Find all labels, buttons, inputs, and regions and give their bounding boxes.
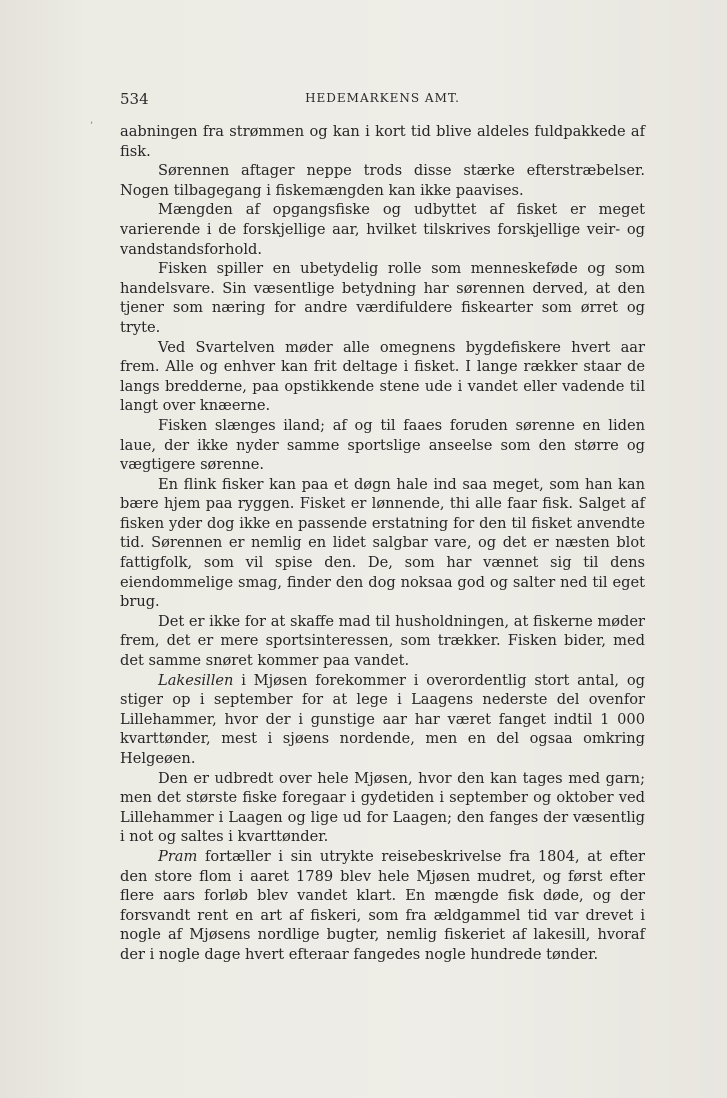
page-number: 534 xyxy=(120,90,149,108)
body-text xyxy=(120,122,645,965)
paragraph xyxy=(120,847,645,965)
paragraph xyxy=(120,671,645,769)
italic-term: Lakesillen xyxy=(158,671,234,689)
paragraph: Fisken slænges iland; af og til faaes foruden sørenne en liden laue, der ikke nyder samme sportslige anseelse som den større og vægtigere sørenne. xyxy=(120,416,645,474)
paragraph: aabningen fra strømmen og kan i kort tid blive aldeles fuldpakkede af fisk. xyxy=(120,123,645,160)
italic-term: Pram xyxy=(158,847,198,865)
page-header xyxy=(120,90,645,110)
running-head: HEDEMARKENS AMT. xyxy=(305,91,460,105)
paragraph: Det er ikke for at skaffe mad til husholdningen, at fiskerne møder frem, det er mere sportsinteressen, som trækker. Fisken bider, med det samme snøret kommer paa vandet. xyxy=(120,612,645,670)
paragraph: Mængden af opgangsfiske og udbyttet af fisket er meget varierende i de forskjellige aar, hvilket tilskrives forskjellige veir- og vandstandsforhold. xyxy=(120,201,645,258)
paragraph: Den er udbredt over hele Mjøsen, hvor den kan tages med garn; men det største fiske foregaar i gydetiden i september og oktober ved Lillehammer i Laagen og lige ud for Laagen; den fanges der væsentlig i not og saltes i kvarttønder. xyxy=(120,769,645,846)
paragraph: En flink fisker kan paa et døgn hale ind saa meget, som han kan bære hjem paa ryggen. Fisket er lønnende, thi alle faar fisk. Salget af fisken yder dog ikke en passende erstatning for den til fisket anvendte tid. Sørennen er nemlig en lidet salgbar vare, og det er næsten blot fattigfolk, som vil spise den. De, som har vænnet sig til dens eiendommelige smag, finder den dog noksaa god og salter ned til eget brug. xyxy=(120,475,645,611)
paragraph: Sørennen aftager neppe trods disse stærke efterstræbelser. Nogen tilbagegang i fiskemængden kan ikke paavises. xyxy=(120,162,645,199)
paragraph-text: fortæller i sin utrykte reisebeskrivelse fra 1804, at efter den store flom i aaret 1789 blev hele Mjøsen mudret, og først efter flere aars forløb blev vandet klart. En mængde fisk døde, og der forsvandt rent en art af fiskeri, som fra ældgammel tid var drevet i nogle af Mjøsens nordlige bugter, nemlig fiskeriet af lakesill, hvoraf der i nogle dage hvert efteraar fangedes nogle hundrede tønder. xyxy=(120,847,645,963)
paragraph: Ved Svartelven møder alle omegnens bygdefiskere hvert aar frem. Alle og enhver kan frit deltage i fisket. I lange rækker staar de langs bredderne, paa opstikkende stene ude i vandet eller vadende til langt over knæerne. xyxy=(120,338,645,415)
paragraph-text: i Mjøsen forekommer i overordentlig stort antal, og stiger op i september for at lege i Laagens nederste del ovenfor Lillehammer, hvor der i gunstige aar har været fanget indtil 1 000 kvarttønder, mest i sjøens nordende, men en del ogsaa omkring Helgeøen. xyxy=(120,671,645,767)
margin-mark: , xyxy=(90,115,94,126)
paragraph: Fisken spiller en ubetydelig rolle som menneskeføde og som handelsvare. Sin væsentlige betydning har sørennen derved, at den tjener som næring for andre værdifuldere fiskearter som ørret og tryte. xyxy=(120,260,645,336)
